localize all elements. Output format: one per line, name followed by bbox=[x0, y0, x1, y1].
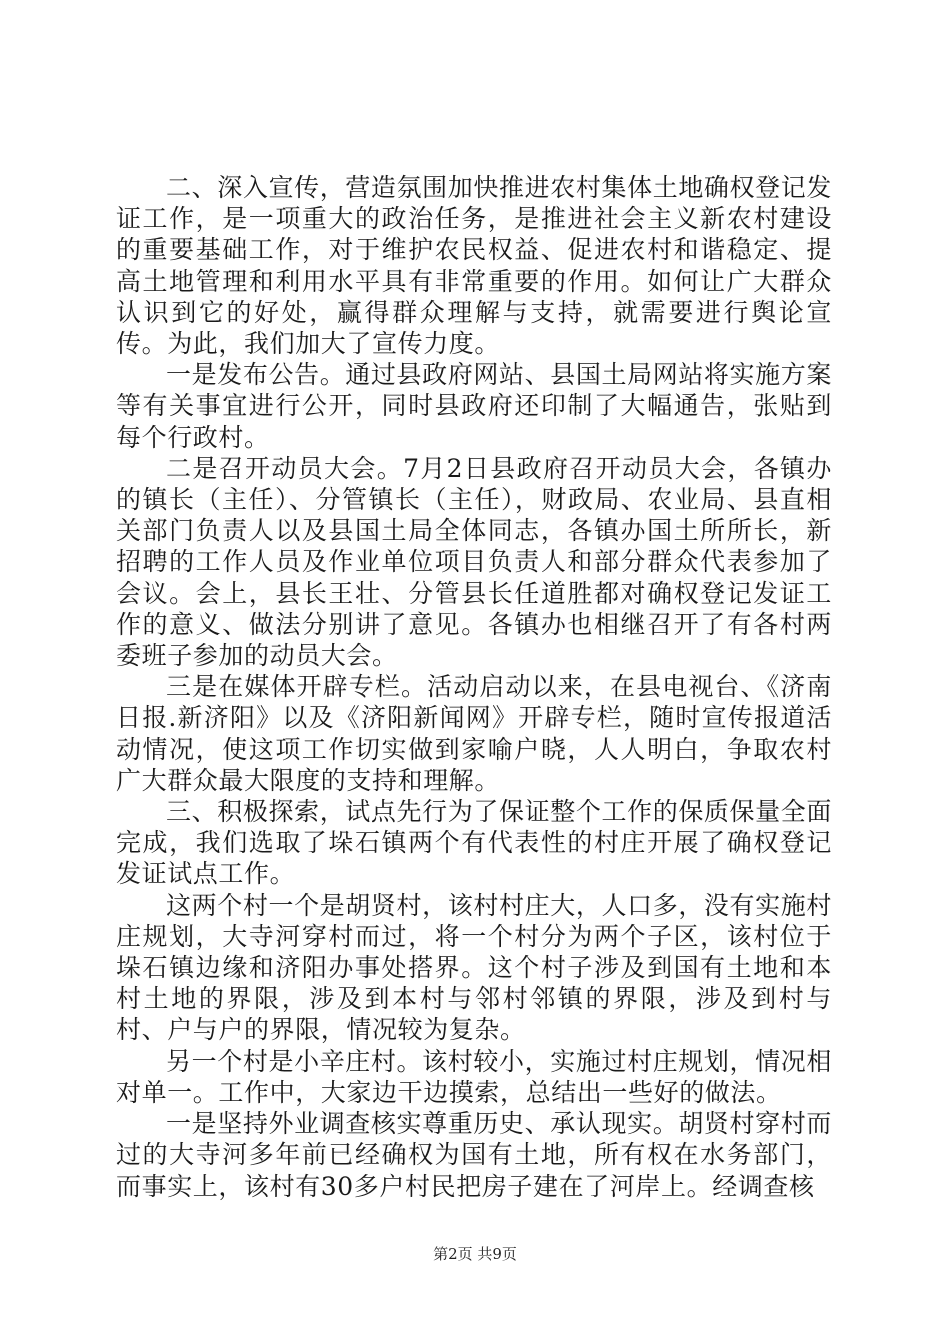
document-body bbox=[116, 172, 832, 1202]
page-number-footer: 第2页 共9页 bbox=[433, 1245, 517, 1263]
paragraph-media-column: 三是在媒体开辟专栏。活动启动以来，在县电视台、《济南日报.新济阳》以及《济阳新闻网》开辟专栏，随时宣传报道活动情况，使这项工作切实做到家喻户晓，人人明白，争取农村广大群众最大限度的支持和理解。 bbox=[116, 672, 832, 795]
paragraph-field-survey: 一是坚持外业调查核实尊重历史、承认现实。胡贤村穿村而过的大寺河多年前已经确权为国有土地，所有权在水务部门，而事实上，该村有30多户村民把房子建在了河岸上。经调查核 bbox=[116, 1109, 832, 1201]
paragraph-xiaoxinzhuang-village: 另一个村是小辛庄村。该村较小，实施过村庄规划，情况相对单一。工作中，大家边干边摸索，总结出一些好的做法。 bbox=[116, 1046, 832, 1107]
paragraph-publish-notice: 一是发布公告。通过县政府网站、县国土局网站将实施方案等有关事宜进行公开，同时县政府还印制了大幅通告，张贴到每个行政村。 bbox=[116, 360, 832, 452]
paragraph-pilot-heading: 三、积极探索，试点先行为了保证整个工作的保质保量全面完成，我们选取了垛石镇两个有代表性的村庄开展了确权登记发证试点工作。 bbox=[116, 797, 832, 889]
paragraph-publicity-heading: 二、深入宣传，营造氛围加快推进农村集体土地确权登记发证工作，是一项重大的政治任务，是推进社会主义新农村建设的重要基础工作，对于维护农民权益、促进农村和谐稳定、提高土地管理和利用水平具有非常重要的作用。如何让广大群众认识到它的好处，赢得群众理解与支持，就需要进行舆论宣传。为此，我们加大了宣传力度。 bbox=[116, 173, 832, 359]
paragraph-huxian-village: 这两个村一个是胡贤村，该村村庄大，人口多，没有实施村庄规划，大寺河穿村而过，将一个村分为两个子区，该村位于垛石镇边缘和济阳办事处搭界。这个村子涉及到国有土地和本村土地的界限，涉及到本村与邻村邻镇的界限，涉及到村与村、户与户的界限，情况较为复杂。 bbox=[116, 890, 832, 1045]
paragraph-mobilization-meeting: 二是召开动员大会。7月2日县政府召开动员大会，各镇办的镇长（主任）、分管镇长（主任），财政局、农业局、县直相关部门负责人以及县国土局全体同志，各镇办国土所所长，新招聘的工作人员及作业单位项目负责人和部分群众代表参加了会议。会上，县长王壮、分管县长任道胜都对确权登记发证工作的意义、做法分别讲了意见。各镇办也相继召开了有各村两委班子参加的动员大会。 bbox=[116, 453, 832, 671]
